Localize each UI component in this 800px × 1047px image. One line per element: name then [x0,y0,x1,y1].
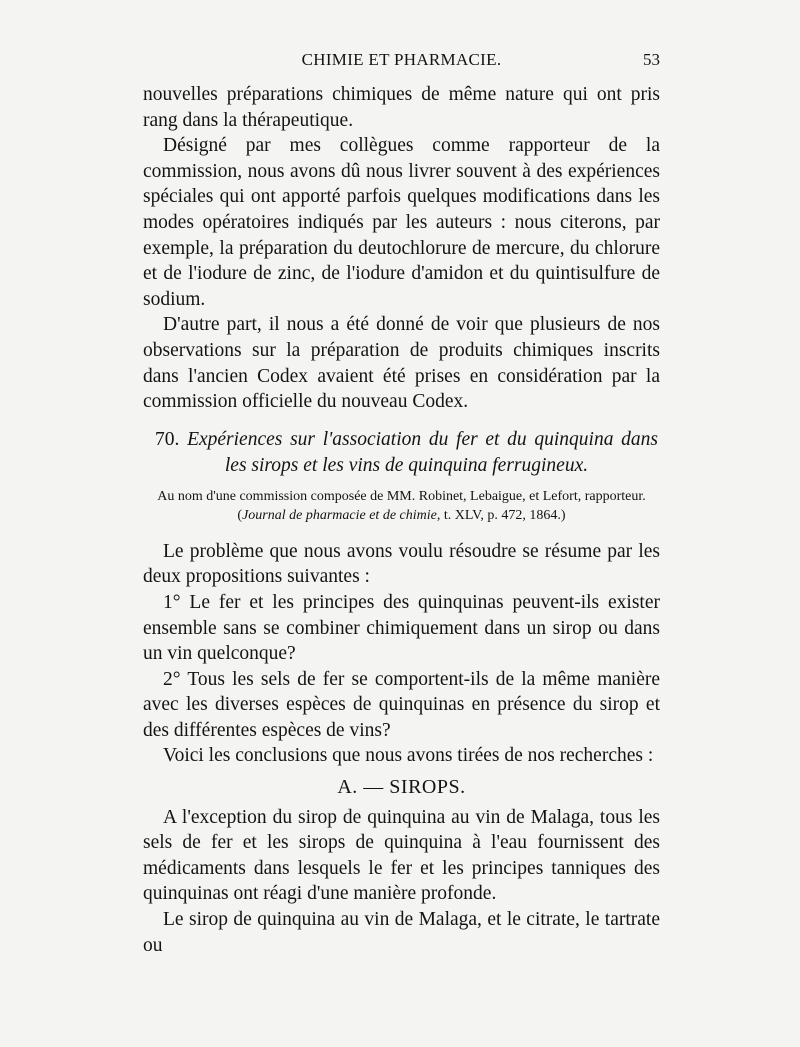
section-heading [143,427,660,479]
paragraph-malaga-exception: A l'exception du sirop de quinquina au vin de Malaga, tous les sels de fer et les sirops de quinquina à l'eau fournissent des médicaments dans lesquels le fer et les principes tanniques des quinquinas ont réagi d'une manière profonde. [143,806,660,905]
paragraph-malaga-sirop: Le sirop de quinquina au vin de Malaga, et le citrate, le tartrate ou [143,909,660,956]
journal-name: Journal de pharmacie et de chimie [242,507,437,523]
journal-volume: , t. XLV, p. 472, 1864.) [436,507,566,523]
page-number: 53 [643,50,660,69]
paragraph-codex: D'autre part, il nous a été donné de voir que plusieurs de nos observations sur la préparation de produits chimiques inscrits dans l'ancien Codex avaient été prises en considération par la commission officielle du nouveau Codex. [143,314,660,413]
running-head [143,50,660,74]
running-title: CHIMIE ET PHARMACIE. [301,50,502,69]
paragraph-rapporteur: Désigné par mes collègues comme rapporteur de la commission, nous avons dû nous livrer souvent à des expériences spéciales qui ont apporté parfois quelques modifications dans les modes opératoires indiqués par les auteurs : nous citerons, par exemple, la préparation du deutochlorure de mercure, du chlorure et de l'iodure de zinc, de l'iodure d'amidon et du quintisulfure de sodium. [143,135,660,310]
paragraph-continuation: nouvelles préparations chimiques de même nature qui ont pris rang dans la thérapeutique. [143,84,660,131]
paragraph-conclusions: Voici les conclusions que nous avons tirées de nos recherches : [163,745,654,767]
paragraph-question-1: 1° Le fer et les principes des quinquinas peuvent-ils exister ensemble sans se combiner chimiquement dans un sirop ou dans un vin quelconque? [143,591,660,665]
section-credit [143,487,660,525]
journal-reference [143,506,660,525]
journal-open-paren: ( [237,507,243,523]
page-body [143,82,660,958]
subsection-heading: A. — SIROPS. [337,776,466,799]
section-number: 70. [155,428,180,450]
paragraph-probleme: Le problème que nous avons voulu résoudre se résume par les deux propositions suivantes : [143,540,660,588]
paragraph-question-2: 2° Tous les sels de fer se comportent-ils de la même manière avec les diverses espèces de quinquinas en présence du sirop et des différentes espèces de vins? [143,668,660,741]
section-title-text: Expériences sur l'association du fer et du quinquina dans les sirops et les vins de quinquina ferrugineux. [187,428,658,476]
commission-credit: Au nom d'une commission composée de MM. Robinet, Lebaigue, et Lefort, rapporteur. [157,488,646,504]
section-spacer [143,525,660,539]
